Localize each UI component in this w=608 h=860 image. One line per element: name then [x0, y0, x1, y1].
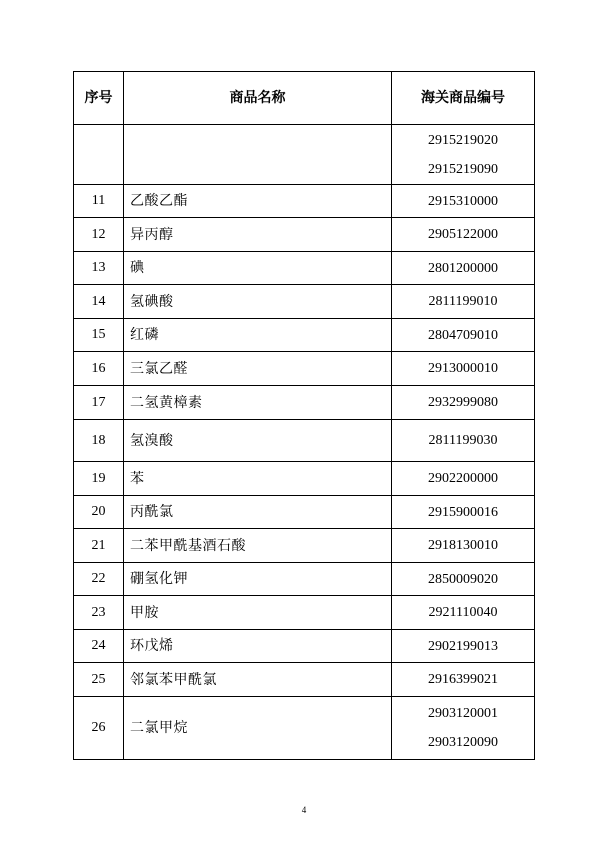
- table-row: [74, 529, 535, 563]
- row-index: 18: [74, 420, 124, 462]
- row-product-name: 硼氢化钾: [124, 563, 392, 596]
- row-customs-code-cell: [392, 596, 535, 630]
- row-customs-code-cell: [392, 252, 535, 285]
- chemical-catalog-table: [73, 71, 535, 760]
- table-row: [74, 319, 535, 352]
- row-customs-code: 2913000010: [428, 361, 498, 376]
- row-product-name: 苯: [124, 462, 392, 496]
- row-index: 17: [74, 386, 124, 420]
- table-row: [74, 252, 535, 285]
- row-product-name: [124, 125, 392, 185]
- row-customs-code: 2903120001: [428, 706, 498, 721]
- table-row: [74, 663, 535, 697]
- row-customs-code: 2905122000: [428, 227, 498, 242]
- row-customs-code: 2921110040: [428, 605, 498, 620]
- table-row: [74, 563, 535, 596]
- row-customs-code: 2811199010: [428, 294, 498, 309]
- table-row: [74, 596, 535, 630]
- row-index: 21: [74, 529, 124, 563]
- row-product-name: 三氯乙醛: [124, 352, 392, 386]
- row-index: 20: [74, 496, 124, 529]
- row-index: 26: [74, 697, 124, 760]
- row-product-name: 碘: [124, 252, 392, 285]
- row-customs-code-cell: [392, 319, 535, 352]
- row-product-name: 甲胺: [124, 596, 392, 630]
- row-product-name: 氢碘酸: [124, 285, 392, 319]
- row-customs-code-cell: [392, 125, 535, 185]
- row-customs-code-cell: [392, 663, 535, 697]
- table-header-row: [74, 72, 535, 125]
- row-customs-code-cell: [392, 218, 535, 252]
- row-customs-code: 2801200000: [428, 260, 498, 276]
- row-customs-code: 2915310000: [428, 193, 498, 209]
- row-customs-code: 2850009020: [428, 571, 498, 587]
- row-customs-code: 2903120090: [428, 735, 498, 750]
- row-product-name: 红磷: [124, 319, 392, 352]
- row-customs-code: 2915219020: [428, 132, 498, 148]
- row-customs-code: 2804709010: [428, 327, 498, 343]
- table-row: [74, 218, 535, 252]
- row-customs-code: 2902200000: [428, 471, 498, 486]
- row-index: [74, 125, 124, 185]
- row-customs-code-cell: [392, 352, 535, 386]
- row-index: 22: [74, 563, 124, 596]
- table-row: [74, 352, 535, 386]
- row-customs-code-cell: [392, 697, 535, 760]
- row-index: 14: [74, 285, 124, 319]
- table-row: [74, 185, 535, 218]
- row-index: 11: [74, 185, 124, 218]
- row-customs-code-cell: [392, 285, 535, 319]
- row-product-name: 丙酰氯: [124, 496, 392, 529]
- row-index: 19: [74, 462, 124, 496]
- row-index: 25: [74, 663, 124, 697]
- table-row: [74, 125, 535, 185]
- table-row: [74, 420, 535, 462]
- row-product-name: 邻氯苯甲酰氯: [124, 663, 392, 697]
- row-customs-code-cell: [392, 563, 535, 596]
- row-customs-code: 2915219090: [428, 161, 498, 177]
- row-customs-code: 2902199013: [428, 638, 498, 654]
- row-customs-code-cell: [392, 529, 535, 563]
- row-product-name: 异丙醇: [124, 218, 392, 252]
- row-index: 15: [74, 319, 124, 352]
- table-row: [74, 462, 535, 496]
- table-body: [74, 125, 535, 760]
- row-customs-code-cell: [392, 496, 535, 529]
- header-name: 商品名称: [124, 72, 392, 125]
- row-customs-code: 2915900016: [428, 504, 498, 520]
- table-row: [74, 285, 535, 319]
- row-product-name: 氢溴酸: [124, 420, 392, 462]
- row-index: 23: [74, 596, 124, 630]
- row-customs-code-cell: [392, 462, 535, 496]
- row-product-name: 二氢黄樟素: [124, 386, 392, 420]
- page-number: 4: [301, 805, 307, 815]
- row-customs-code-cell: [392, 420, 535, 462]
- row-product-name: 环戊烯: [124, 630, 392, 663]
- row-index: 12: [74, 218, 124, 252]
- row-product-name: 二氯甲烷: [124, 697, 392, 760]
- row-customs-code-cell: [392, 185, 535, 218]
- row-customs-code-cell: [392, 630, 535, 663]
- header-code: 海关商品编号: [392, 72, 535, 125]
- row-index: 16: [74, 352, 124, 386]
- table-row: [74, 630, 535, 663]
- table-row: [74, 697, 535, 760]
- row-customs-code: 2916399021: [428, 672, 498, 687]
- table-row: [74, 496, 535, 529]
- table-row: [74, 386, 535, 420]
- row-product-name: 二苯甲酰基酒石酸: [124, 529, 392, 563]
- row-index: 13: [74, 252, 124, 285]
- row-index: 24: [74, 630, 124, 663]
- row-product-name: 乙酸乙酯: [124, 185, 392, 218]
- row-customs-code-cell: [392, 386, 535, 420]
- row-customs-code: 2932999080: [428, 395, 498, 410]
- row-customs-code: 2811199030: [428, 433, 498, 448]
- header-index: 序号: [74, 72, 124, 125]
- row-customs-code: 2918130010: [428, 538, 498, 553]
